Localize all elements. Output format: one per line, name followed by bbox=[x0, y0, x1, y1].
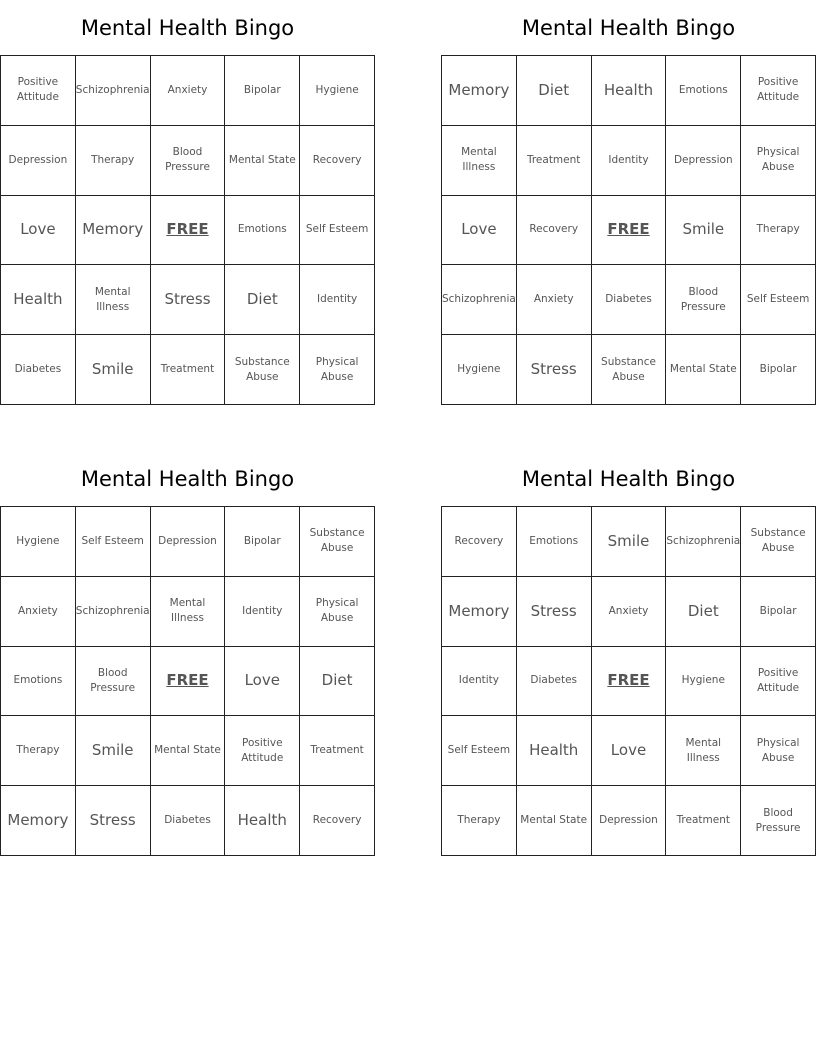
bingo-cell: Emotions bbox=[225, 196, 300, 266]
bingo-cell: Positive Attitude bbox=[741, 56, 816, 126]
bingo-cell: Stress bbox=[76, 786, 151, 856]
bingo-cell: Mental State bbox=[666, 335, 741, 405]
bingo-cell: Self Esteem bbox=[741, 265, 816, 335]
bingo-cell: Bipolar bbox=[741, 577, 816, 647]
bingo-cell: Recovery bbox=[300, 786, 375, 856]
bingo-cell: Therapy bbox=[1, 716, 76, 786]
bingo-cell: Hygiene bbox=[300, 56, 375, 126]
bingo-cell: Mental State bbox=[151, 716, 226, 786]
bingo-cell: Treatment bbox=[517, 126, 592, 196]
bingo-cell: Smile bbox=[666, 196, 741, 266]
bingo-cell: Treatment bbox=[300, 716, 375, 786]
bingo-cell: Diet bbox=[225, 265, 300, 335]
bingo-cell: Identity bbox=[592, 126, 667, 196]
bingo-cell: Physical Abuse bbox=[741, 716, 816, 786]
bingo-cell: Schizophrenia bbox=[76, 577, 151, 647]
bingo-cell: Self Esteem bbox=[300, 196, 375, 266]
bingo-cell: Diet bbox=[300, 647, 375, 717]
bingo-cell: Love bbox=[442, 196, 517, 266]
bingo-cell: Physical Abuse bbox=[300, 335, 375, 405]
bingo-cell: Anxiety bbox=[1, 577, 76, 647]
bingo-cell: Positive Attitude bbox=[1, 56, 76, 126]
bingo-cell: Treatment bbox=[151, 335, 226, 405]
bingo-cell: Emotions bbox=[1, 647, 76, 717]
bingo-cell: Identity bbox=[225, 577, 300, 647]
bingo-cell: Hygiene bbox=[1, 507, 76, 577]
bingo-cell: Depression bbox=[592, 786, 667, 856]
free-space-cell: FREE bbox=[592, 647, 667, 717]
bingo-grid bbox=[0, 506, 375, 856]
bingo-cell: Mental Illness bbox=[151, 577, 226, 647]
free-space-cell: FREE bbox=[151, 647, 226, 717]
bingo-cell: Substance Abuse bbox=[741, 507, 816, 577]
bingo-cell: Love bbox=[1, 196, 76, 266]
bingo-cell: Stress bbox=[151, 265, 226, 335]
bingo-grid bbox=[441, 506, 816, 856]
bingo-cell: Self Esteem bbox=[442, 716, 517, 786]
bingo-cell: Diet bbox=[666, 577, 741, 647]
bingo-grid bbox=[441, 55, 816, 405]
bingo-cell: Depression bbox=[151, 507, 226, 577]
bingo-cell: Schizophrenia bbox=[76, 56, 151, 126]
bingo-cell: Diabetes bbox=[592, 265, 667, 335]
bingo-cell: Substance Abuse bbox=[225, 335, 300, 405]
card-title: Mental Health Bingo bbox=[521, 467, 736, 491]
bingo-cell: Smile bbox=[592, 507, 667, 577]
bingo-cell: Blood Pressure bbox=[76, 647, 151, 717]
bingo-cell: Physical Abuse bbox=[741, 126, 816, 196]
bingo-cell: Diet bbox=[517, 56, 592, 126]
bingo-cell: Bipolar bbox=[741, 335, 816, 405]
bingo-cell: Diabetes bbox=[1, 335, 76, 405]
bingo-cell: Love bbox=[225, 647, 300, 717]
bingo-cell: Hygiene bbox=[666, 647, 741, 717]
bingo-cell: Love bbox=[592, 716, 667, 786]
bingo-card-2 bbox=[441, 12, 816, 405]
bingo-cell: Hygiene bbox=[442, 335, 517, 405]
bingo-cell: Memory bbox=[1, 786, 76, 856]
bingo-cell: Identity bbox=[300, 265, 375, 335]
bingo-cell: Therapy bbox=[442, 786, 517, 856]
bingo-cell: Positive Attitude bbox=[225, 716, 300, 786]
bingo-cell: Recovery bbox=[442, 507, 517, 577]
bingo-cell: Recovery bbox=[300, 126, 375, 196]
bingo-cell: Mental Illness bbox=[76, 265, 151, 335]
bingo-cell: Recovery bbox=[517, 196, 592, 266]
bingo-cell: Memory bbox=[442, 56, 517, 126]
bingo-cell: Anxiety bbox=[517, 265, 592, 335]
card-title: Mental Health Bingo bbox=[80, 467, 295, 491]
bingo-cell: Mental State bbox=[225, 126, 300, 196]
bingo-card-3 bbox=[0, 463, 375, 856]
bingo-cell: Stress bbox=[517, 577, 592, 647]
bingo-cell: Mental Illness bbox=[666, 716, 741, 786]
bingo-cell: Health bbox=[225, 786, 300, 856]
bingo-cell: Blood Pressure bbox=[151, 126, 226, 196]
bingo-cell: Memory bbox=[442, 577, 517, 647]
bingo-cell: Diabetes bbox=[151, 786, 226, 856]
bingo-cell: Health bbox=[517, 716, 592, 786]
free-space-cell: FREE bbox=[151, 196, 226, 266]
bingo-cell: Anxiety bbox=[592, 577, 667, 647]
bingo-cell: Schizophrenia bbox=[442, 265, 517, 335]
bingo-cell: Identity bbox=[442, 647, 517, 717]
bingo-cell: Self Esteem bbox=[76, 507, 151, 577]
bingo-cell: Substance Abuse bbox=[300, 507, 375, 577]
bingo-cell: Substance Abuse bbox=[592, 335, 667, 405]
free-space-cell: FREE bbox=[592, 196, 667, 266]
bingo-cell: Emotions bbox=[666, 56, 741, 126]
bingo-cell: Therapy bbox=[76, 126, 151, 196]
bingo-cell: Positive Attitude bbox=[741, 647, 816, 717]
bingo-cell: Depression bbox=[666, 126, 741, 196]
bingo-grid bbox=[0, 55, 375, 405]
bingo-cell: Smile bbox=[76, 335, 151, 405]
bingo-cell: Blood Pressure bbox=[741, 786, 816, 856]
bingo-card-1 bbox=[0, 12, 375, 405]
bingo-cell: Bipolar bbox=[225, 56, 300, 126]
card-title: Mental Health Bingo bbox=[521, 16, 736, 40]
bingo-cell: Physical Abuse bbox=[300, 577, 375, 647]
bingo-cell: Stress bbox=[517, 335, 592, 405]
bingo-cell: Emotions bbox=[517, 507, 592, 577]
bingo-cell: Mental State bbox=[517, 786, 592, 856]
bingo-cell: Schizophrenia bbox=[666, 507, 741, 577]
bingo-cell: Smile bbox=[76, 716, 151, 786]
bingo-cell: Therapy bbox=[741, 196, 816, 266]
bingo-cell: Mental Illness bbox=[442, 126, 517, 196]
bingo-cell: Health bbox=[592, 56, 667, 126]
bingo-cell: Bipolar bbox=[225, 507, 300, 577]
bingo-cell: Memory bbox=[76, 196, 151, 266]
bingo-cell: Anxiety bbox=[151, 56, 226, 126]
bingo-card-4 bbox=[441, 463, 816, 856]
bingo-cell: Diabetes bbox=[517, 647, 592, 717]
bingo-cell: Treatment bbox=[666, 786, 741, 856]
card-title: Mental Health Bingo bbox=[80, 16, 295, 40]
bingo-cell: Depression bbox=[1, 126, 76, 196]
bingo-cell: Health bbox=[1, 265, 76, 335]
bingo-cell: Blood Pressure bbox=[666, 265, 741, 335]
